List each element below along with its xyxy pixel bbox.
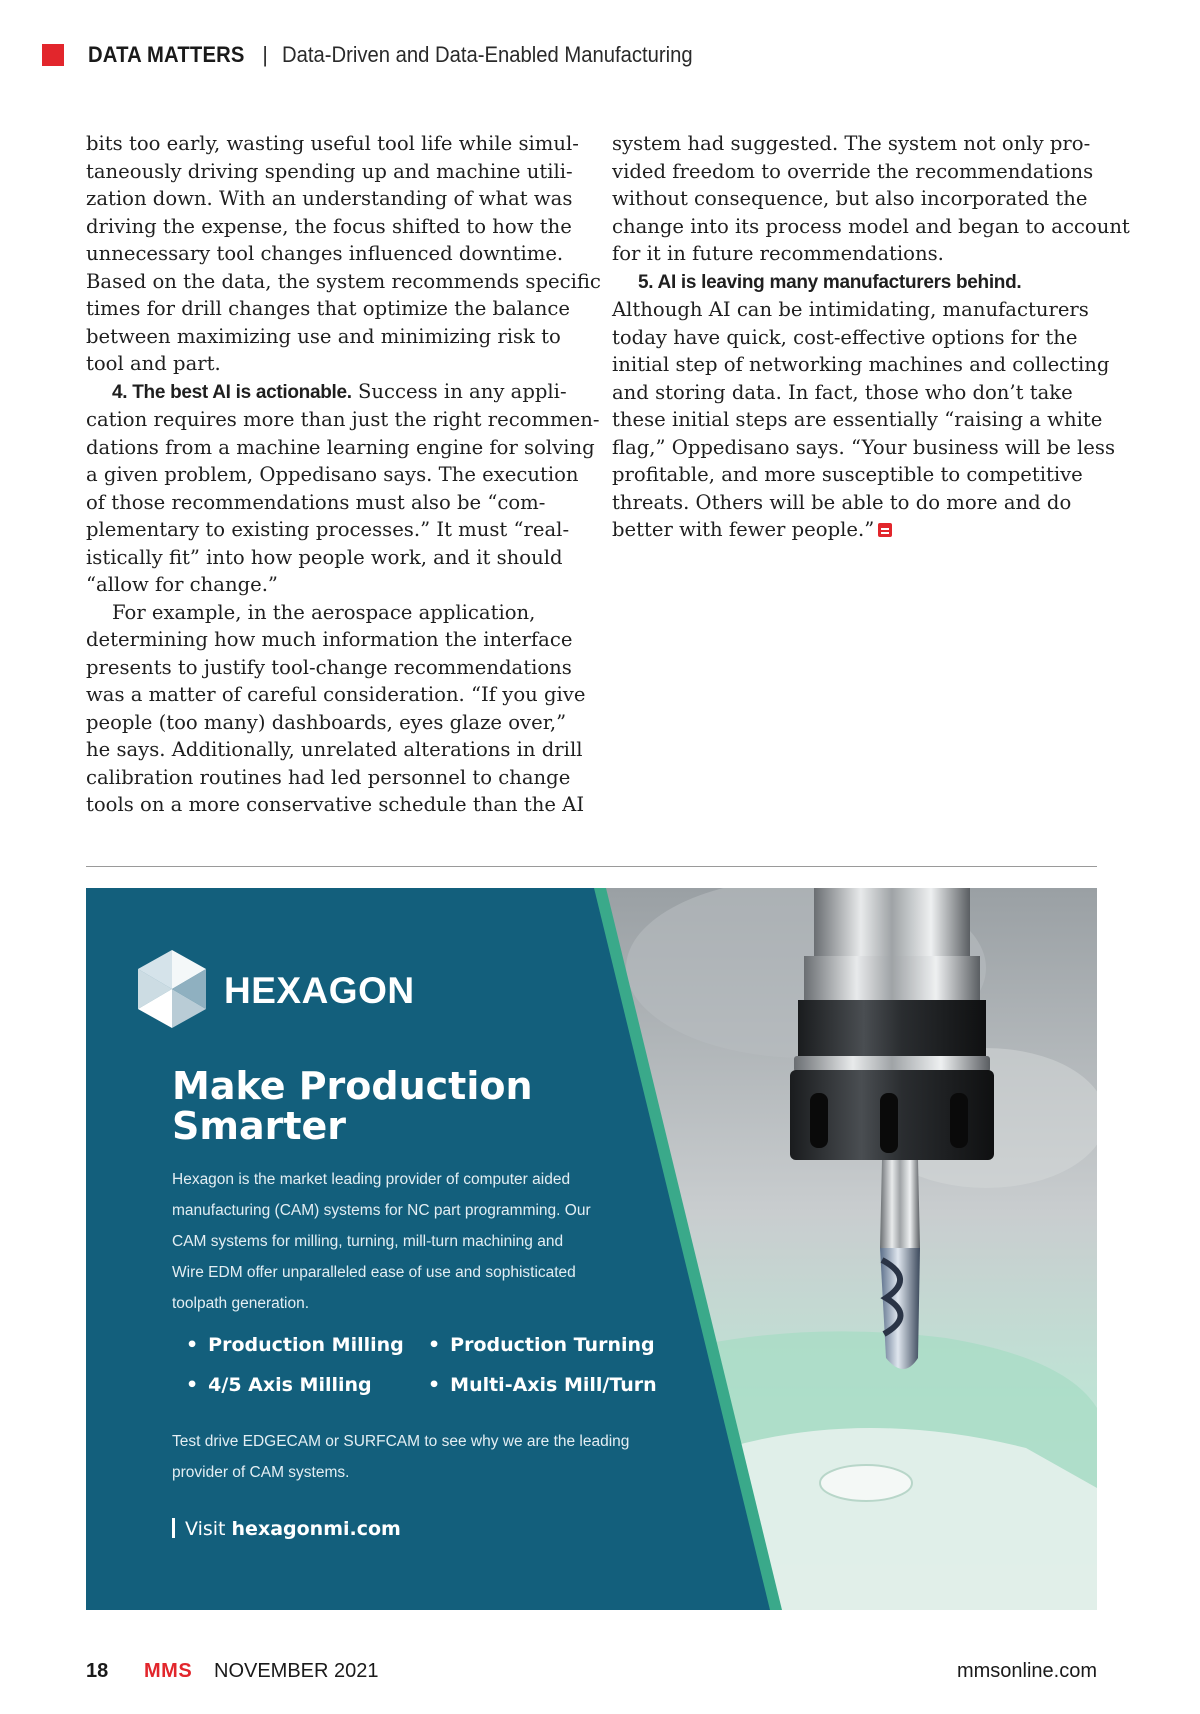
text-line: istically fit” into how people work, and it should <box>86 545 563 569</box>
divider-rule <box>86 866 1097 867</box>
text-line: Although AI can be intimidating, manufacturers <box>612 298 1089 321</box>
article-left-column <box>86 130 601 819</box>
text-line: manufacturing (CAM) systems for NC part programming. Our <box>172 1202 591 1219</box>
text-line: driving the expense, the focus shifted to how the <box>86 214 572 238</box>
text-line: without consequence, but also incorporated the <box>612 187 1088 210</box>
headline-line: Smarter <box>172 1104 347 1148</box>
text-line: CAM systems for milling, turning, mill-turn machining and <box>172 1233 564 1250</box>
text-line: change into its process model and began to account <box>612 214 1130 238</box>
text-line <box>612 268 1107 297</box>
text-fragment: Success in any appli- <box>351 379 567 403</box>
text-line: and storing data. In fact, those who don’t take <box>612 380 1073 404</box>
text-line: initial step of networking machines and collecting <box>612 353 1110 376</box>
text-line: of those recommendations must also be “com- <box>86 490 546 514</box>
text-line <box>86 378 576 407</box>
text-line: between maximizing use and minimizing risk to <box>86 324 561 348</box>
headline-line: Make Production <box>172 1064 533 1108</box>
section-title: DATA MATTERS <box>88 42 245 67</box>
header-separator: | <box>262 42 268 67</box>
text-line: dations from a machine learning engine for solving <box>86 435 595 459</box>
magazine-brand: MMS <box>144 1660 193 1682</box>
article-right-column <box>612 130 1130 544</box>
text-line: times for drill changes that optimize the balance <box>86 297 570 320</box>
text-line: calibration routines had led personnel to change <box>86 765 571 789</box>
text-line: Wire EDM offer unparalleled ease of use and sophisticated <box>172 1264 576 1281</box>
brand-name: HEXAGON <box>224 970 415 1011</box>
text-line: Hexagon is the market leading provider of computer aided <box>172 1171 571 1188</box>
text-line: “allow for change.” <box>86 573 278 596</box>
paragraph <box>86 130 601 378</box>
text-line: system had suggested. The system not only pro- <box>612 132 1091 155</box>
page-number: 18 <box>86 1660 109 1682</box>
text-line: threats. Others will be able to do more and do <box>612 490 1072 514</box>
hexagon-logo-icon <box>136 948 208 1030</box>
text-line: tools on a more conservative schedule than the AI <box>86 793 585 816</box>
visit-label: Visit <box>185 1518 232 1540</box>
text-line: was a matter of careful consideration. “If you give <box>86 683 586 706</box>
text-line: people (too many) dashboards, eyes glaze over,” <box>86 710 567 734</box>
text-line: profitable, and more susceptible to competitive <box>612 463 1083 486</box>
ad-headline <box>172 1066 632 1146</box>
list-item: • Multi-Axis Mill/Turn <box>428 1374 657 1396</box>
text-line: these initial steps are essentially “raising a white <box>612 408 1103 431</box>
page-footer <box>86 1660 1097 1690</box>
paragraph <box>612 268 1115 544</box>
text-line: plementary to existing processes.” It must “real- <box>86 518 570 541</box>
text-line: For example, in the aerospace application, <box>112 600 536 624</box>
text-fragment: better with fewer people.” <box>612 518 875 541</box>
text-line: he says. Additionally, unrelated alterations in drill <box>86 738 583 761</box>
text-line: a given problem, Oppedisano says. The execution <box>86 463 579 486</box>
list-item: • Production Milling <box>186 1334 404 1356</box>
text-line: Test drive EDGECAM or SURFCAM to see why we are the leading <box>172 1433 630 1450</box>
text-line: for it in future recommendations. <box>612 242 944 265</box>
visit-website-link[interactable] <box>172 1518 401 1540</box>
text-line: zation down. With an understanding of what was <box>86 187 573 210</box>
accent-bar <box>172 1518 175 1538</box>
text-line: toolpath generation. <box>172 1295 310 1312</box>
text-line: unnecessary tool changes influenced downtime. <box>86 242 564 265</box>
section-marker-icon <box>42 44 64 66</box>
text-line: taneously driving spending up and machine utili- <box>86 159 573 183</box>
issue-date: NOVEMBER 2021 <box>214 1660 379 1682</box>
text-line <box>612 516 1107 544</box>
hexagon-advertisement[interactable] <box>86 888 1097 1610</box>
run-in-heading: 5. AI is leaving many manufacturers behind. <box>638 271 1022 293</box>
ad-body-text <box>172 1164 612 1319</box>
text-line: vided freedom to override the recommendations <box>612 159 1094 183</box>
run-in-heading: 4. The best AI is actionable. <box>112 381 352 403</box>
section-subtitle: Data-Driven and Data-Enabled Manufacturing <box>281 42 693 67</box>
text-line: tool and part. <box>86 352 221 375</box>
text-line: bits too early, wasting useful tool life while simul- <box>86 132 579 155</box>
text-line: determining how much information the interface <box>86 628 573 651</box>
text-line: Based on the data, the system recommends specific <box>86 269 601 293</box>
list-item: • Production Turning <box>428 1334 655 1356</box>
text-line: provider of CAM systems. <box>172 1464 350 1481</box>
end-of-article-icon <box>878 523 892 537</box>
list-item: • 4/5 Axis Milling <box>186 1374 372 1396</box>
site-url[interactable]: mmsonline.com <box>956 1660 1097 1682</box>
paragraph <box>86 599 586 819</box>
text-line: flag,” Oppedisano says. “Your business will be less <box>612 435 1115 459</box>
website-url[interactable]: hexagonmi.com <box>231 1518 401 1540</box>
ad-call-to-action <box>172 1426 632 1488</box>
paragraph <box>612 130 1130 268</box>
paragraph <box>86 378 600 599</box>
text-line: today have quick, cost-effective options for the <box>612 325 1078 349</box>
text-line: cation requires more than just the right recommen- <box>86 408 600 431</box>
running-header <box>42 40 728 70</box>
text-line: presents to justify tool-change recommendations <box>86 655 572 679</box>
